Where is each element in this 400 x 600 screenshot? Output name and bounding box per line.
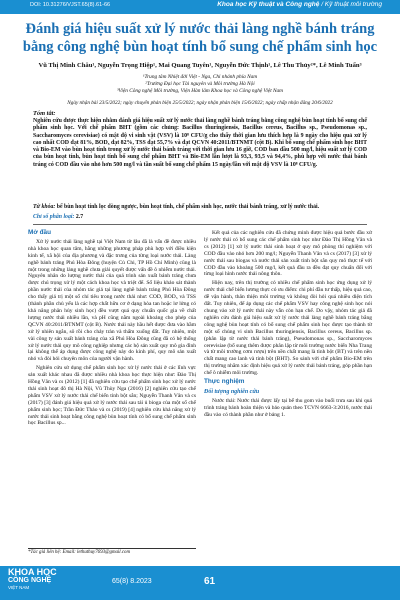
paragraph: Xử lý nước thải làng nghề tại Việt Nam từ lâu đã là vấn đề được nhiều nhà khoa học quan tâm, hằng những phương pháp phù hợp với điều kiện kinh tế, xã hội của địa phương và đặc trưng của từng loại nước thải. Làng nghề bánh tráng Phú Hòa Đông (huyện Củ Chi, TP Hồ Chí Minh) cũng là một trong những làng nghề chưa giải quyết được vấn đề ô nhiễm nước thải. Nguyên nhân do lượng nước thải của quá trình sản xuất bánh tráng chưa được chú trọng xử lý một cách khoa học và triệt để. Số liệu khảo sát thành phần nước thải của nhóm tác giả tại làng nghề bánh tráng Phú Hòa Đông cho thấy giá trị một số chỉ tiêu trong nước thải như: COD, BOD₅ và TSS (thành phần chủ yếu là các hợp chất hữu cơ ở dạng hòa tan hoặc lơ lửng có khả năng phân hủy sinh học) đều vượt quá quy chuẩn quốc gia về chất lượng nước thải nhiều lần, và pH cũng nằm ngoài khoảng cho phép của QCVN 40:2011/BTNMT (cột B). Nước thải này hầu hết được đưa vào hầm xử lý nhiên ngắn, sô rồi cho chảy tràn và thấm xuống đất. Tuy nhiên, một vài công ty sản xuất bánh tráng của xã Phú Hòa Đông cũng đã có hệ thống xử lý nước thải quy mô công nghiệp nhưng các hộ sản xuất quy mô gia đình lại không thể áp dụng được công nghệ này do kinh phí, quy mô sản xuất nhỏ và đòi hỏi chuyên môn của người vận hành.	[28, 238, 196, 363]
abstract-heading: Tóm tắt:	[33, 110, 56, 117]
affiliation-1: ¹Trung tâm Nhiệt đới Việt - Nga, Chi nhánh phía Nam	[142, 74, 258, 80]
paragraph: Hiện nay, trên thị trường có nhiều chế phẩm sinh học ứng dụng xử lý nước thải chế biến lương thực có ưu điểm: chi phí đầu tư thấp, hiệu quả cao, dễ vận hành, thân thiện môi trường và không đòi hỏi quá nhiều diện tích đất. Tuy nhiên, để áp dụng các chế phẩm VSV hay công nghệ sinh học nói chung vào xử lý nước thải này vẫn còn hạn chế. Do vậy, nhóm tác giả đã nghiên cứu đánh giá hiệu suất xử lý nước thải làng nghề bánh tráng bằng công nghệ bùn hoạt tính có bổ sung chế phẩm sinh học được tạo thành từ một số chủng vi sinh Bacillus thuringiensis, Bacillus cereus, Bacillus sp. (phân lập từ nước thải bánh tráng), Pseudomonas sp., Saccharomyces cerevisiae (bổ sung thêm được phân lập từ môi trường nước biển Nha Trang và từ môi trường cơm rượu) trên nền chất mang là tinh bột (BT) và trên nền chất mang cao lanh và tinh bột (BHT). So sánh với chế phẩm Bio-EM trên thị trường nhằm xác định hiệu quả xử lý nước thải bánh tráng, góp phần hạn chế ô nhiễm môi trường.	[204, 280, 372, 377]
journal-name	[217, 1, 382, 8]
left-column	[28, 230, 196, 429]
footnote: *Tác giả liên hệ: Email: lethuthuy7693@gmail.com	[28, 548, 196, 555]
article-dates: Ngày nhận bài 23/5/2022; ngày chuyển phản biện 25/5/2022; ngày nhận phản biện 15/6/2022; ngày chấp nhận đăng 20/6/2022	[67, 100, 333, 106]
header-bar	[0, 0, 400, 14]
logo-line-2: CÔNG NGHỆ	[8, 577, 52, 584]
logo-line-3: VIỆT NAM	[8, 585, 30, 590]
journal-section: Khoa học Kỹ thuật và Công nghệ	[217, 1, 320, 8]
journal-logo	[8, 568, 92, 598]
affiliation-2: ²Trường Đại học Tài nguyên và Môi trường Hà Nội	[145, 81, 255, 87]
keywords	[33, 204, 367, 211]
keywords-text: bể bùn hoạt tính lọc dòng ngược, bùn hoạt tính, chế phẩm sinh học, nước thải bánh tráng, xử lý nước thải.	[55, 204, 320, 210]
classification-label: Chỉ số phân loại:	[33, 214, 75, 220]
section-title-experiment: Thực nghiệm	[204, 378, 245, 386]
paragraph: Nghiên cứu sử dụng chế phẩm sinh học xử lý nước thải ở các lĩnh vực sản xuất khác nhau đã được nhiều nhà khoa học thực hiện như: Đào Thị Hồng Vân và cs (2012) [1] đã nghiên cứu tạo chế phẩm sinh học xử lý nước thải sinh hoạt đô thị Hà Nội, Vũ Thùy Nga (2016) [2] nghiên cứu tạo chế phẩm VSV xử lý nước thải chế biến tinh bột sắn; Nguyễn Thanh Vân và cs (2017) [3] đánh giá hiệu quả xử lý nước thải sau tái ủ bioga của một số chế phẩm sinh học; Trần Đức Thảo và cs (2019) [4] nghiên cứu khả năng xử lý nước thải sinh hoạt bằng công nghệ bùn hoạt tính có bổ sung chế phẩm sinh học Bacillus sp...	[28, 365, 196, 427]
paragraph: Kết quả của các nghiên cứu đã chứng minh được hiệu quả bước đầu xử lý nước thải có bổ sung các chế phẩm sinh học như Đào Thị Hồng Vân và cs (2012) [1] xử lý nước thải sinh hoạt ở quy mô phòng thí nghiệm với COD đầu vào nhỏ hơn 200 mg/l; Nguyễn Thanh Vân và cs (2017) [3] xử lý nước thải sau biogas và nước thải sản xuất tinh bột sắn quy mô thực tế với COD đầu vào khoảng 500 mg/l, kết quả đầu ra đều đạt quy chuẩn đối với từng loại hình nước thải nông thôn.	[204, 230, 372, 278]
classification	[33, 214, 83, 220]
issue-number: 65(8) 8.2023	[112, 578, 152, 585]
keywords-label: Từ khóa:	[33, 204, 56, 210]
page-number: 61	[204, 576, 216, 587]
divider	[33, 224, 367, 225]
abstract-body: Nghiên cứu được thực hiện nhằm đánh giá hiệu suất xử lý nước thải làng nghề bánh tráng bằng công nghệ bùn hoạt tính bổ sung chế phẩm sinh học. Với chế phẩm BHT (gồm các chủng: Bacillus thuringiensis, Bacillus cereus, Bacillus sp., Pseudomonas sp., Saccharomyces cerevisiae) có mật độ vi sinh vật (VSV) là 10⁸ CFU/g cho thấy thời gian lưu thích hợp là 9 ngày cho hiệu quả xử lý cao nhất COD đạt 81%, BOD₅ đạt 82%, TSS đạt 55,7% và đạt QCVN 40:2011/BTNMT (cột B). Khi bổ sung chế phẩm sinh học BHT và Bio-EM vào bùn hoạt tính trong xử lý nước thải bánh tráng với thời gian lưu 16 giờ, COD ban đầu 500 mg/l, hiệu suất xử lý COD của bùn hoạt tính, bùn hoạt tính bổ sung chế phẩm BHT và Bio-EM lần lượt là 93,3, 93,5 và 94,4%, phù hợp với nước thải bánh tráng có COD đầu vào nhỏ hơn 500 mg/l và tần suất bổ sung chế phẩm 15 ngày/lần với mật độ VSV là 10⁸ CFU/g.	[33, 118, 367, 168]
section-title-intro: Mở đầu	[28, 229, 52, 236]
affiliations	[20, 74, 380, 95]
author-list: Vũ Thị Minh Châu¹, Nguyễn Trọng Hiệp¹, Mai Quang Tuyên¹, Nguyễn Đức Thịnh¹, Lê Thu Thủy²*, Lê Minh Tuấn³	[38, 62, 362, 69]
affiliation-3: ³Viện Công nghệ Môi trường, Viện Hàn lâm Khoa học và Công nghệ Việt Nam	[116, 88, 284, 94]
article-title: Đánh giá hiệu suất xử lý nước thải làng nghề bánh tráng bằng công nghệ bùn hoạt tính bổ sung chế phẩm sinh học	[22, 21, 378, 55]
journal-subsection: / Kỹ thuật môi trường	[319, 1, 382, 8]
doi-text: DOI: 10.31276/VJST.65(8).61-66	[30, 2, 111, 8]
classification-value: 2.7	[74, 214, 84, 220]
subsection-title: Đối tượng nghiên cứu	[204, 388, 260, 395]
right-column	[204, 230, 372, 421]
paragraph: Nước thải: Nước thải được lấy tại bể thu gom vào buổi trưa sau khi quá trình tráng bánh hoàn thiện và bảo quản theo TCVN 6663-3:2016, nước thải đầu vào có thành phần như ở bảng 1.	[204, 397, 372, 418]
logo-line-1: KHOA HỌC	[8, 567, 57, 577]
